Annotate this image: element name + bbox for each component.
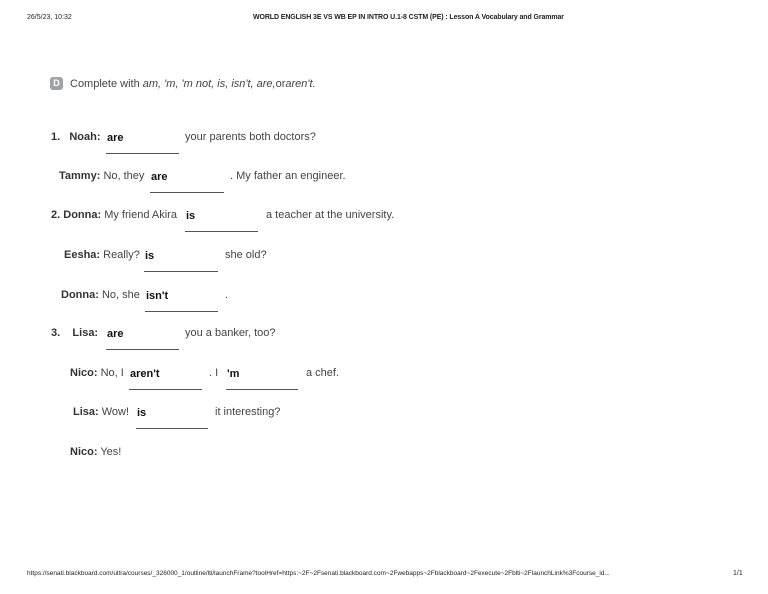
dialogue-text: Wow! <box>101 406 130 418</box>
speaker: Tammy: <box>59 170 101 182</box>
answer-blank-3[interactable]: is <box>185 210 258 232</box>
dialogue-line-8 <box>73 406 129 418</box>
print-url: https://senati.blackboard.com/ultra/courses/_326000_1/outline/lti/launchFrame?toolHref=https:~2F~2Fsenati.blackboard.com~2Fwebapps~2Fblackboard~2Fexecute~2Fblti~2FlaunchLink%3Fcourse_id... <box>27 570 610 577</box>
dialogue-line-2 <box>59 170 144 182</box>
exercise-heading <box>50 77 316 90</box>
instruction-options: am, 'm, 'm not, is, isn't, are, <box>142 77 276 90</box>
dialogue-text: No, I <box>100 367 124 379</box>
dialogue-line-3 <box>51 209 177 221</box>
instruction-prefix: Complete with <box>70 77 140 90</box>
print-title: WORLD ENGLISH 3E VS WB EP IN INTRO U.1-8 CSTM (PE) : Lesson A Vocabulary and Grammar <box>253 14 564 21</box>
dialogue-line-6 <box>51 327 98 339</box>
dialogue-text-3b: a teacher at the university. <box>266 209 395 221</box>
speaker: Nico: <box>70 367 98 379</box>
answer-blank-5[interactable]: isn't <box>145 290 218 312</box>
dialogue-text-2b: . My father an engineer. <box>230 170 346 182</box>
item-number: 2. <box>51 209 61 221</box>
answer-blank-8[interactable]: is <box>136 407 208 429</box>
page-number: 1/1 <box>733 570 743 577</box>
item-number: 1. <box>51 131 61 143</box>
answer-blank-6[interactable]: are <box>106 328 179 350</box>
dialogue-text-6: you a banker, too? <box>185 327 276 339</box>
dialogue-text-8b: it interesting? <box>215 406 281 418</box>
answer-blank-2[interactable]: are <box>150 171 224 193</box>
answer-blank-4[interactable]: is <box>144 250 218 272</box>
dialogue-text: Yes! <box>100 446 122 458</box>
speaker: Nico: <box>70 446 98 458</box>
answer-blank-7a[interactable]: aren't <box>129 368 202 390</box>
speaker: Noah: <box>69 131 101 143</box>
dialogue-text: No, they <box>103 170 145 182</box>
dialogue-line-7 <box>70 367 124 379</box>
answer-blank-7b[interactable]: 'm <box>226 368 298 390</box>
dialogue-line-4 <box>64 249 140 261</box>
dialogue-text-1: your parents both doctors? <box>185 131 316 143</box>
dialogue-text-5b: . <box>225 289 229 301</box>
speaker: Eesha: <box>64 249 101 261</box>
item-number: 3. <box>51 327 61 339</box>
dialogue-text: My friend Akira <box>104 209 177 221</box>
dialogue-text: No, she <box>101 289 140 301</box>
dialogue-text: Really? <box>103 249 140 261</box>
instruction-or: or <box>275 77 286 90</box>
dialogue-line-9 <box>70 446 121 458</box>
speaker: Lisa: <box>73 406 99 418</box>
dialogue-text-4b: she old? <box>225 249 267 261</box>
dialogue-line-5 <box>61 289 140 301</box>
speaker: Lisa: <box>72 327 99 339</box>
speaker: Donna: <box>63 209 102 221</box>
answer-blank-1[interactable]: are <box>106 132 179 154</box>
dialogue-line-1 <box>51 131 101 143</box>
exercise-badge: D <box>50 77 63 90</box>
speaker: Donna: <box>61 289 99 301</box>
dialogue-text-7b: . I <box>209 367 219 379</box>
instruction-last: aren't. <box>285 77 316 90</box>
print-date: 26/5/23, 10:32 <box>27 14 72 21</box>
dialogue-text-7c: a chef. <box>306 367 340 379</box>
